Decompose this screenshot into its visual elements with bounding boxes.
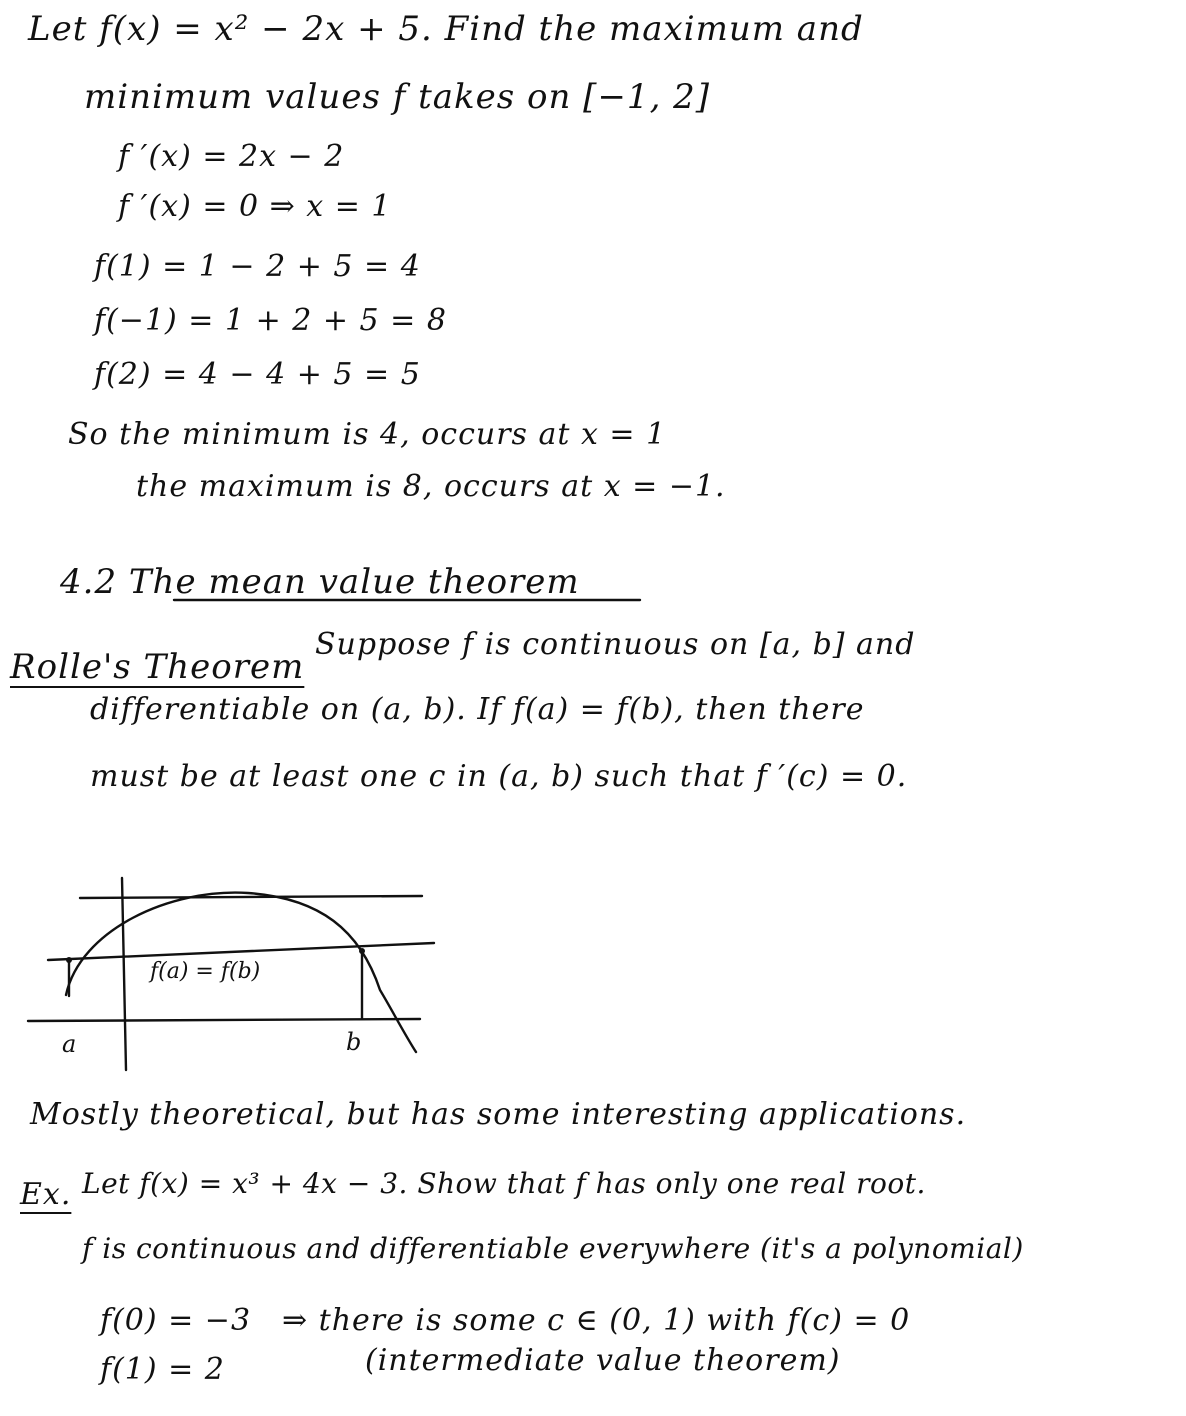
- continuity-note: f is continuous and differentiable everywhere (it's a polynomial): [82, 1232, 1024, 1265]
- rolles-theorem-title: Rolle's Theorem: [10, 647, 305, 687]
- maximum-conclusion: the maximum is 8, occurs at x = −1.: [136, 469, 726, 504]
- critical-point-line: f ′(x) = 0 ⇒ x = 1: [118, 189, 392, 224]
- y-axis: [122, 878, 126, 1070]
- minimum-conclusion: So the minimum is 4, occurs at x = 1: [68, 417, 667, 452]
- point-a: [66, 957, 72, 963]
- point-a-label: a: [62, 1030, 77, 1058]
- section-heading: 4.2 The mean value theorem: [60, 562, 580, 602]
- eval-f-1: f(1) = 1 − 2 + 5 = 4: [94, 249, 421, 284]
- point-b-label: b: [346, 1028, 362, 1056]
- point-b: [359, 948, 365, 954]
- eval-f-2: f(2) = 4 − 4 + 5 = 5: [94, 357, 421, 392]
- tangent-line: [80, 896, 422, 898]
- rolles-theorem-hypothesis: Suppose f is continuous on [a, b] and: [315, 627, 916, 662]
- eval-f-1-example: f(1) = 2: [100, 1352, 225, 1387]
- problem-statement: Let f(x) = x² − 2x + 5. Find the maximum and: [28, 9, 864, 49]
- eval-f-0: f(0) = −3: [100, 1303, 252, 1338]
- ivt-reference: (intermediate value theorem): [365, 1343, 841, 1378]
- level-line: [48, 943, 434, 960]
- equal-values-label: f(a) = f(b): [150, 959, 261, 984]
- x-axis: [28, 1019, 420, 1021]
- eval-f-neg1: f(−1) = 1 + 2 + 5 = 8: [94, 303, 447, 338]
- rolles-theorem-conclusion: must be at least one c in (a, b) such that f ′(c) = 0.: [90, 759, 908, 794]
- rolles-theorem-differentiable: differentiable on (a, b). If f(a) = f(b), then there: [90, 692, 865, 727]
- applications-note: Mostly theoretical, but has some interesting applications.: [30, 1097, 967, 1132]
- problem-statement-continued: minimum values f takes on [−1, 2]: [84, 77, 711, 117]
- example-label: Ex.: [20, 1177, 72, 1212]
- example-statement: Let f(x) = x³ + 4x − 3. Show that f has only one real root.: [82, 1167, 926, 1200]
- derivative-line: f ′(x) = 2x − 2: [118, 139, 345, 174]
- ivt-conclusion: ⇒ there is some c ∈ (0, 1) with f(c) = 0: [282, 1303, 911, 1338]
